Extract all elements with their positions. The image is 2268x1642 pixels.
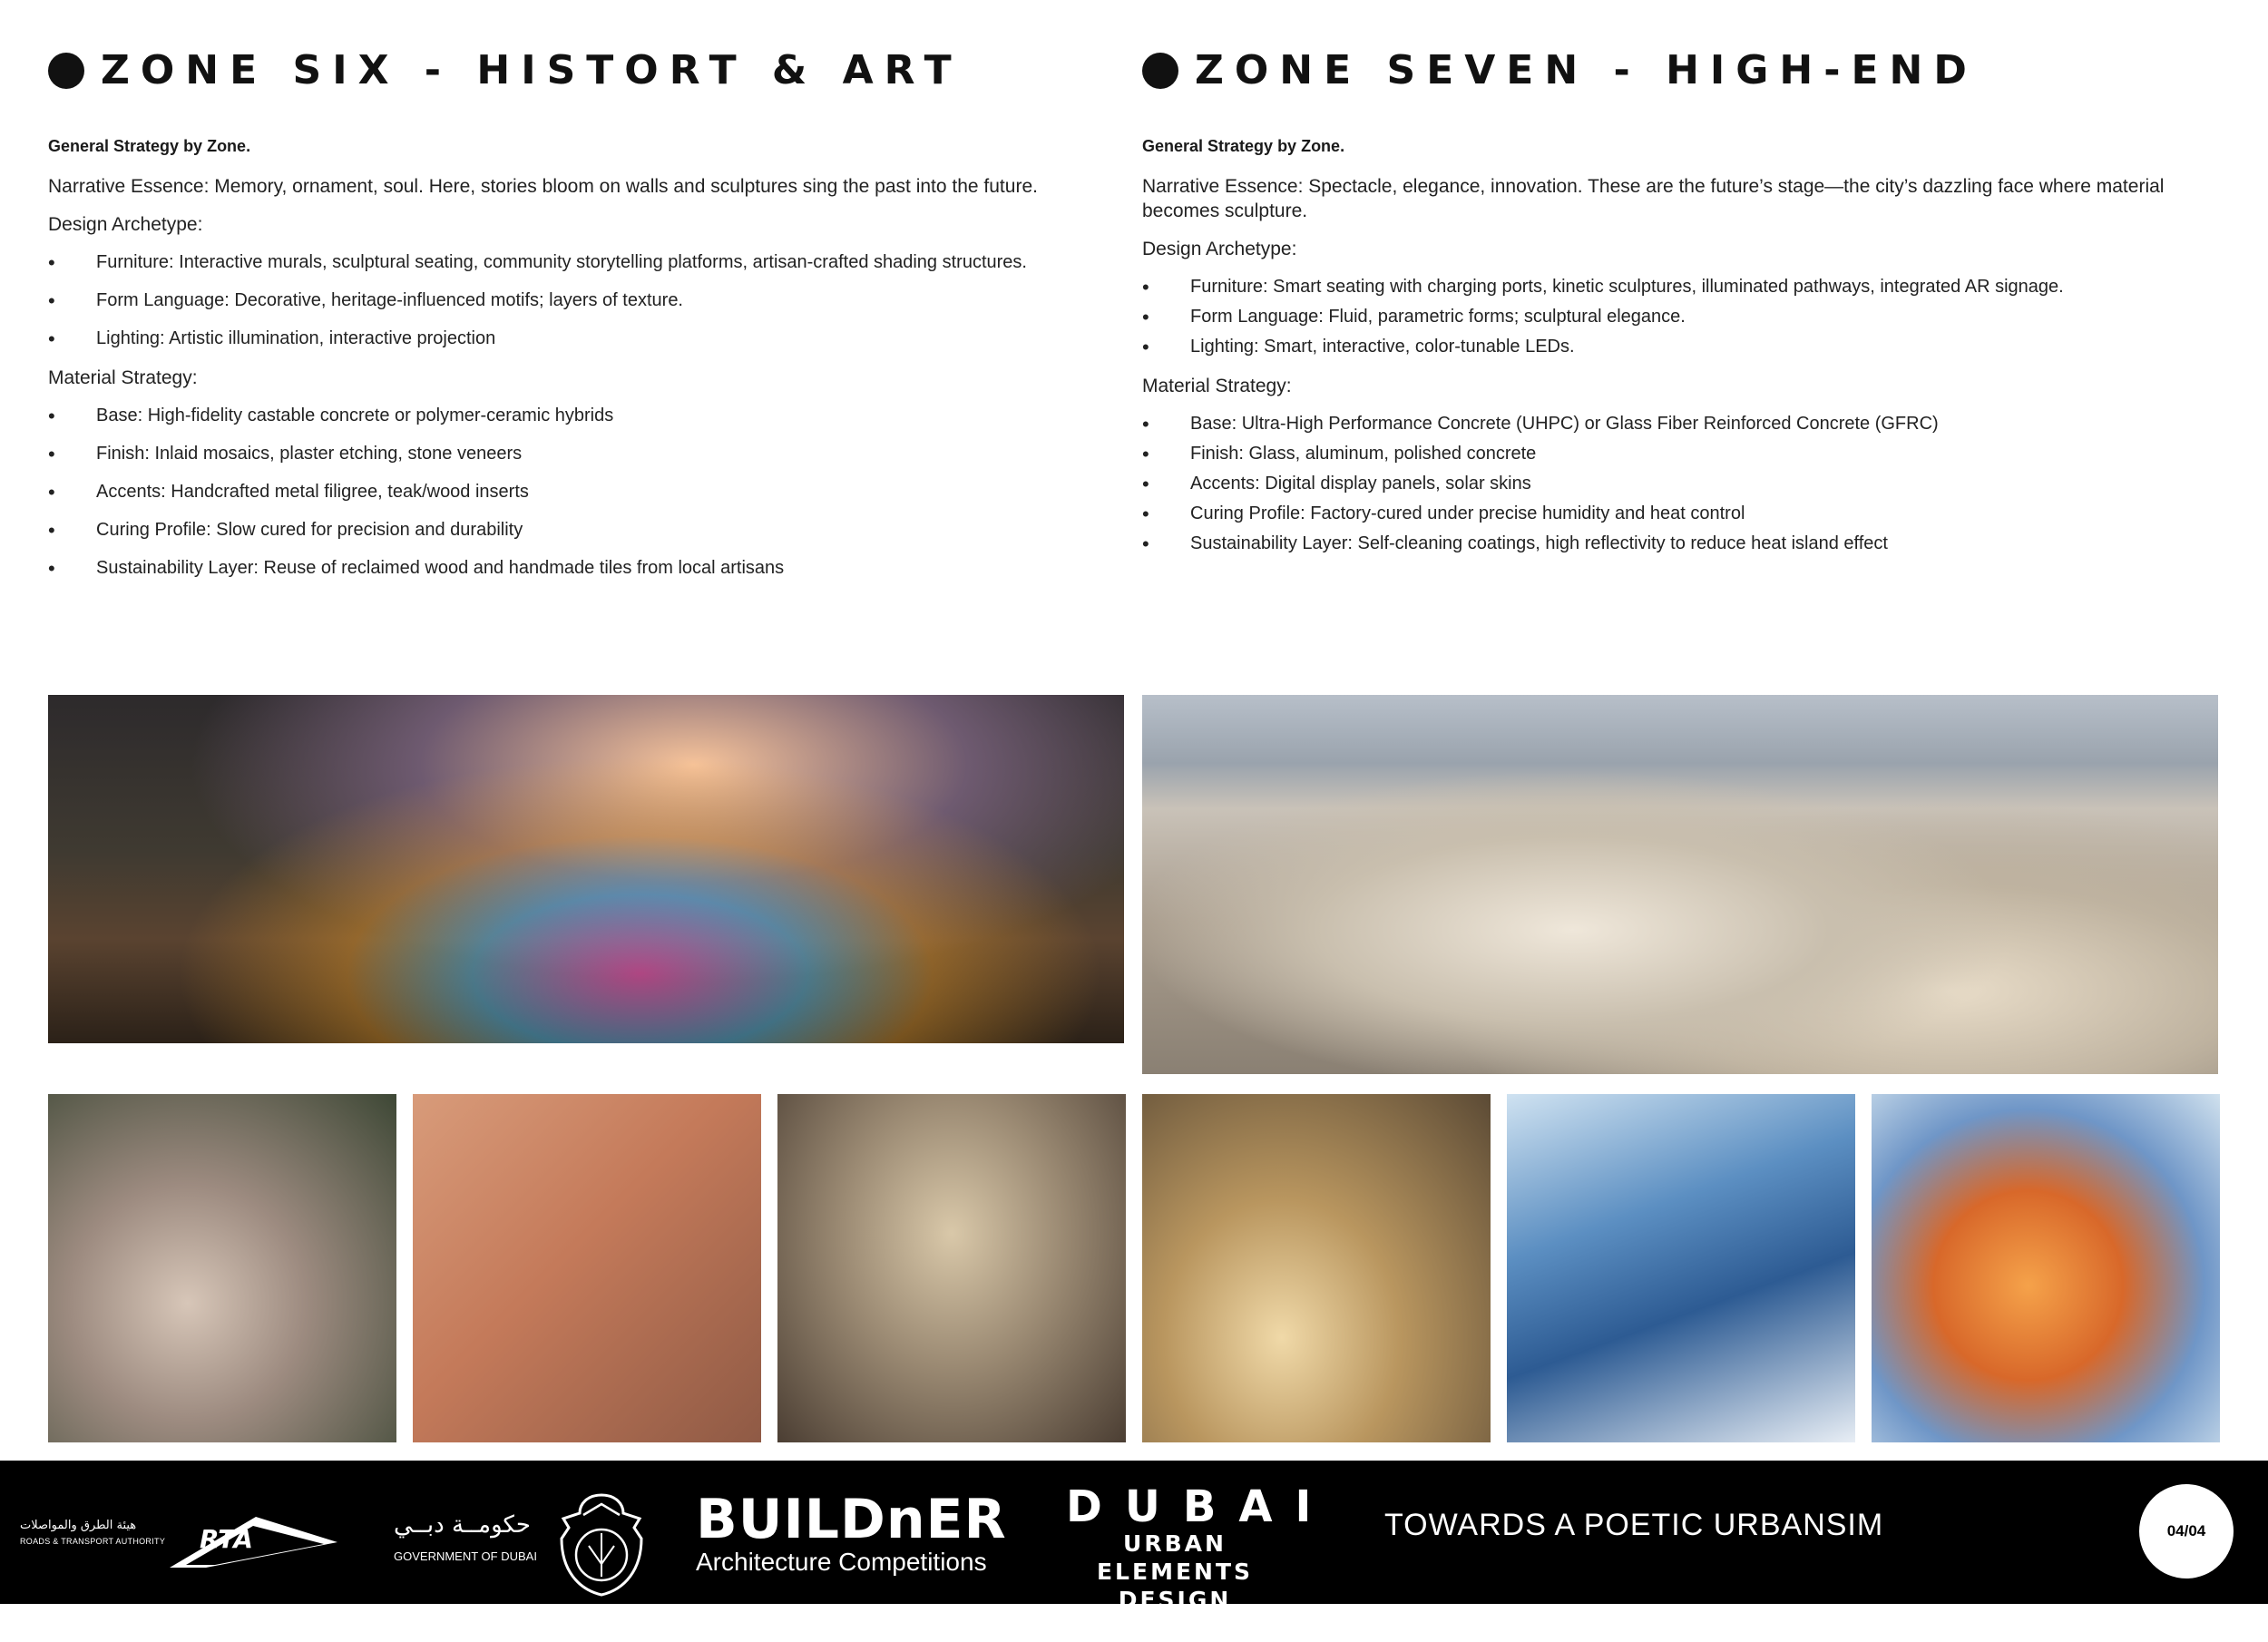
zone-seven-heading xyxy=(1142,47,2222,93)
list-item: • Sustainability Layer: Self-cleaning coatings, high reflectivity to reduce heat island effect xyxy=(1142,532,2222,556)
rta-mark-icon xyxy=(170,1515,337,1569)
list-item: • Lighting: Artistic illumination, interactive projection xyxy=(48,327,1128,351)
government-of-dubai-logo xyxy=(394,1506,666,1597)
zone-six-narrative: Narrative Essence: Memory, ornament, soul. Here, stories bloom on walls and sculptures sing the past into the future. xyxy=(48,176,1038,197)
zone-seven-hero-image xyxy=(1142,695,2218,1074)
list-item: • Form Language: Decorative, heritage-influenced motifs; layers of texture. xyxy=(48,288,1128,313)
zone-six-hero-image xyxy=(48,695,1124,1043)
carved-bench-image xyxy=(413,1094,761,1442)
zone-seven-material-list xyxy=(1142,412,2222,556)
rta-english-name: ROADS & TRANSPORT AUTHORITY xyxy=(20,1537,166,1546)
zone-six-subhead: General Strategy by Zone. xyxy=(48,137,251,155)
list-item: • Base: Ultra-High Performance Concrete (UHPC) or Glass Fiber Reinforced Concrete (GFRC) xyxy=(1142,412,2222,436)
zone-six-section xyxy=(48,47,1128,595)
mosaic-path-image xyxy=(48,1094,396,1442)
challenge-line-2: DESIGN CHALLENGE xyxy=(1087,1587,1263,1641)
list-item: • Furniture: Interactive murals, sculptural seating, community storytelling platforms, artisan-crafted shading structures. xyxy=(48,250,1128,275)
dubai-seal-icon xyxy=(552,1491,650,1597)
zone-seven-subhead: General Strategy by Zone. xyxy=(1142,137,1345,155)
zone-seven-material-label: Material Strategy: xyxy=(1142,376,1292,396)
challenge-city: DUBAI xyxy=(1066,1481,1334,1532)
parametric-pavilion-image xyxy=(1872,1094,2220,1442)
footer-bar xyxy=(0,1461,2268,1641)
challenge-title xyxy=(1043,1481,1334,1642)
rta-logo xyxy=(20,1511,319,1566)
rta-arabic-name: هيئة الطرق والمواصلات xyxy=(20,1519,137,1532)
list-item: • Sustainability Layer: Reuse of reclaimed wood and handmade tiles from local artisans xyxy=(48,556,1128,581)
buildner-wordmark: BUILDnER xyxy=(696,1488,1007,1551)
zone-six-material-label: Material Strategy: xyxy=(48,367,198,388)
zone-seven-archetype-label: Design Archetype: xyxy=(1142,239,1297,259)
waterfront-steps-image xyxy=(1507,1094,1855,1442)
zone-seven-section xyxy=(1142,47,2222,571)
zone-seven-archetype-list xyxy=(1142,275,2222,359)
buildner-subtitle: Architecture Competitions xyxy=(696,1548,987,1576)
list-item: • Finish: Glass, aluminum, polished concrete xyxy=(1142,442,2222,466)
zone-six-material-list xyxy=(48,404,1128,581)
bullet-dot-icon xyxy=(1142,53,1178,89)
zone-six-archetype-list xyxy=(48,250,1128,351)
gov-arabic-name: حكومــة دبــي xyxy=(394,1511,531,1539)
list-item: • Finish: Inlaid mosaics, plaster etching, stone veneers xyxy=(48,442,1128,466)
list-item: • Accents: Digital display panels, solar skins xyxy=(1142,472,2222,496)
courtyard-image xyxy=(777,1094,1126,1442)
list-item: • Furniture: Smart seating with charging ports, kinetic sculptures, illuminated pathways, integrated AR signage. xyxy=(1142,275,2222,299)
list-item: • Form Language: Fluid, parametric forms; sculptural elegance. xyxy=(1142,305,2222,329)
zone-seven-narrative: Narrative Essence: Spectacle, elegance, innovation. These are the future’s stage—the city’s dazzling face where material becomes sculpture. xyxy=(1142,176,2165,221)
gov-english-name: GOVERNMENT OF DUBAI xyxy=(394,1549,537,1563)
zone-six-archetype-label: Design Archetype: xyxy=(48,214,203,235)
page-number-badge xyxy=(2139,1484,2234,1578)
lit-sculpture-image xyxy=(1142,1094,1491,1442)
project-tagline: TOWARDS A POETIC URBANSIM xyxy=(1384,1508,1884,1542)
challenge-line-1: URBAN ELEMENTS xyxy=(1096,1530,1254,1585)
list-item: • Lighting: Smart, interactive, color-tunable LEDs. xyxy=(1142,335,2222,359)
list-item: • Curing Profile: Slow cured for precision and durability xyxy=(48,518,1128,542)
rta-wordmark: RTA xyxy=(200,1524,253,1554)
list-item: • Base: High-fidelity castable concrete or polymer-ceramic hybrids xyxy=(48,404,1128,428)
page-number: 04/04 xyxy=(2166,1522,2206,1539)
buildner-logo xyxy=(696,1488,1007,1577)
zone-six-heading xyxy=(48,47,1128,93)
bullet-dot-icon xyxy=(48,53,84,89)
list-item: • Curing Profile: Factory-cured under precise humidity and heat control xyxy=(1142,502,2222,526)
zone-six-title: ZONE SIX - HISTORT & ART xyxy=(101,47,963,93)
zone-seven-title: ZONE SEVEN - HIGH-END xyxy=(1195,47,1978,93)
list-item: • Accents: Handcrafted metal filigree, teak/wood inserts xyxy=(48,480,1128,504)
